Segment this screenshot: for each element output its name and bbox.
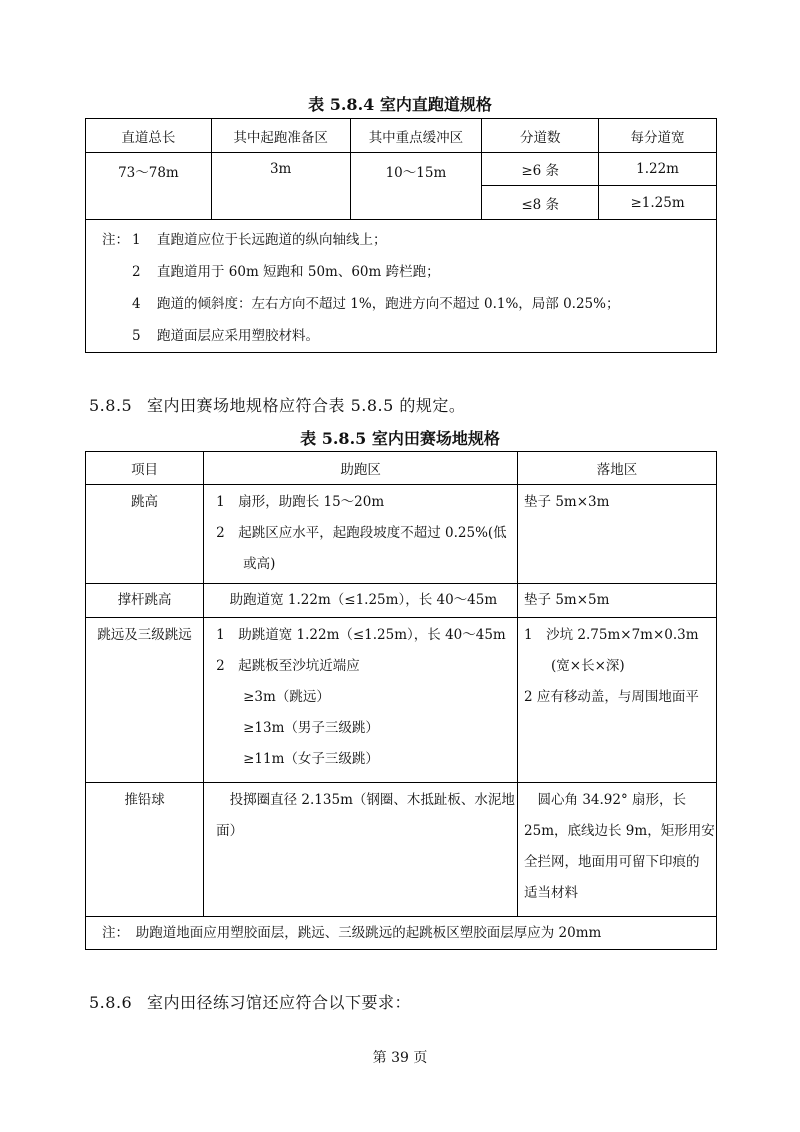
note-number: 2 [132, 264, 141, 280]
table-585-note [86, 917, 717, 950]
event-name-cell [86, 485, 204, 584]
start-zone-cell: 3m [211, 153, 350, 220]
page-number: 第 39 页 [372, 1050, 428, 1066]
note-number: 1 [132, 232, 141, 248]
landing-line: 25m，底线边长 9m，矩形用安 [524, 823, 715, 839]
runup-line: 助跑道宽 1.22m（≤1.25m），长 40～45m [216, 592, 498, 608]
event-name: 跳高 [131, 494, 159, 510]
note-text: 跑道面层应采用塑胶材料。 [157, 328, 319, 344]
landing-cell [518, 584, 717, 618]
runup-line: 面） [216, 823, 244, 839]
note-line [102, 288, 716, 320]
runup-line: 投掷圈直径 2.135m（钢圈、木抵趾板、水泥地 [216, 792, 515, 808]
lane-width-cell: 1.22m [599, 153, 717, 186]
table-585-header: 助跑区 [204, 452, 518, 485]
straight-length-cell: 73～78m [86, 153, 212, 220]
landing-line: 垫子 5m×3m [524, 494, 610, 510]
section-586 [89, 990, 411, 1013]
event-name-cell [86, 618, 204, 783]
table-584-header: 其中起跑准备区 [211, 119, 350, 153]
runup-cell [204, 485, 518, 584]
table-585-header: 项目 [86, 452, 204, 485]
runup-line: ≥13m（男子三级跳） [216, 720, 379, 736]
note-text: 直跑道用于 60m 短跑和 50m、60m 跨栏跑； [157, 264, 440, 280]
section-585 [89, 393, 465, 416]
runup-line: 1 助跳道宽 1.22m（≤1.25m），长 40～45m [216, 627, 506, 643]
note-text: 跑道的倾斜度：左右方向不超过 1%，跑进方向不超过 0.1%，局部 0.25%； [157, 296, 620, 312]
runup-cell [204, 618, 518, 783]
table-584-caption: 表 5.8.4 室内直跑道规格 [308, 95, 492, 114]
lane-width-cell: ≥1.25m [599, 186, 717, 220]
event-name: 跳远及三级跳远 [97, 627, 192, 643]
note-number: 4 [132, 296, 141, 312]
event-name-cell [86, 584, 204, 618]
note-line [102, 256, 716, 288]
section-number: 5.8.5 [89, 396, 133, 415]
table-584-notes [86, 220, 717, 353]
landing-line: 适当材料 [524, 885, 579, 901]
landing-cell [518, 783, 717, 917]
event-name: 撑杆跳高 [117, 592, 172, 608]
landing-line: 2 应有移动盖，与周围地面平 [524, 689, 699, 705]
table-584-header: 每分道宽 [599, 119, 717, 153]
table-584-header: 直道总长 [86, 119, 212, 153]
table-584-header: 其中重点缓冲区 [350, 119, 482, 153]
table-585-caption: 表 5.8.5 室内田赛场地规格 [300, 429, 500, 448]
landing-line: 1 沙坑 2.75m×7m×0.3m [524, 627, 699, 643]
section-number: 5.8.6 [89, 993, 133, 1012]
event-name-cell [86, 783, 204, 917]
table-585-header: 落地区 [518, 452, 717, 485]
table-585-note-text: 注： 助跑道地面应用塑胶面层，跳远、三级跳远的起跳板区塑胶面层厚应为 20mm [102, 924, 602, 941]
landing-cell [518, 618, 717, 783]
section-text: 室内田径练习馆还应符合以下要求： [147, 993, 412, 1012]
note-text: 直跑道应位于长远跑道的纵向轴线上； [157, 232, 387, 248]
note-line [102, 224, 716, 256]
note-number: 5 [132, 328, 141, 344]
runup-line: 2 起跳区应水平，起跑段坡度不超过 0.25%(低 [216, 525, 507, 541]
table-585 [85, 451, 717, 950]
landing-line: 圆心角 34.92° 扇形，长 [524, 792, 687, 808]
buffer-zone-cell: 10～15m [350, 153, 482, 220]
runup-line: ≥11m（女子三级跳） [216, 751, 379, 767]
note-label: 注： [102, 232, 129, 248]
section-text: 室内田赛场地规格应符合表 5.8.5 的规定。 [147, 396, 466, 415]
landing-line: (宽×长×深) [524, 658, 625, 674]
lane-count-cell: ≤8 条 [482, 186, 599, 220]
note-line [102, 320, 716, 352]
runup-cell [204, 783, 518, 917]
event-name: 推铅球 [124, 792, 165, 808]
landing-cell [518, 485, 717, 584]
table-584-header: 分道数 [482, 119, 599, 153]
runup-line: 2 起跳板至沙坑近端应 [216, 658, 360, 674]
lane-count-cell: ≥6 条 [482, 153, 599, 186]
runup-cell [204, 584, 518, 618]
landing-line: 全拦网，地面用可留下印痕的 [524, 854, 700, 870]
runup-line: 或高) [216, 556, 276, 572]
table-584 [85, 118, 717, 353]
runup-line: ≥3m（跳远） [216, 689, 330, 705]
landing-line: 垫子 5m×5m [524, 592, 610, 608]
runup-line: 1 扇形，助跑长 15～20m [216, 494, 385, 510]
